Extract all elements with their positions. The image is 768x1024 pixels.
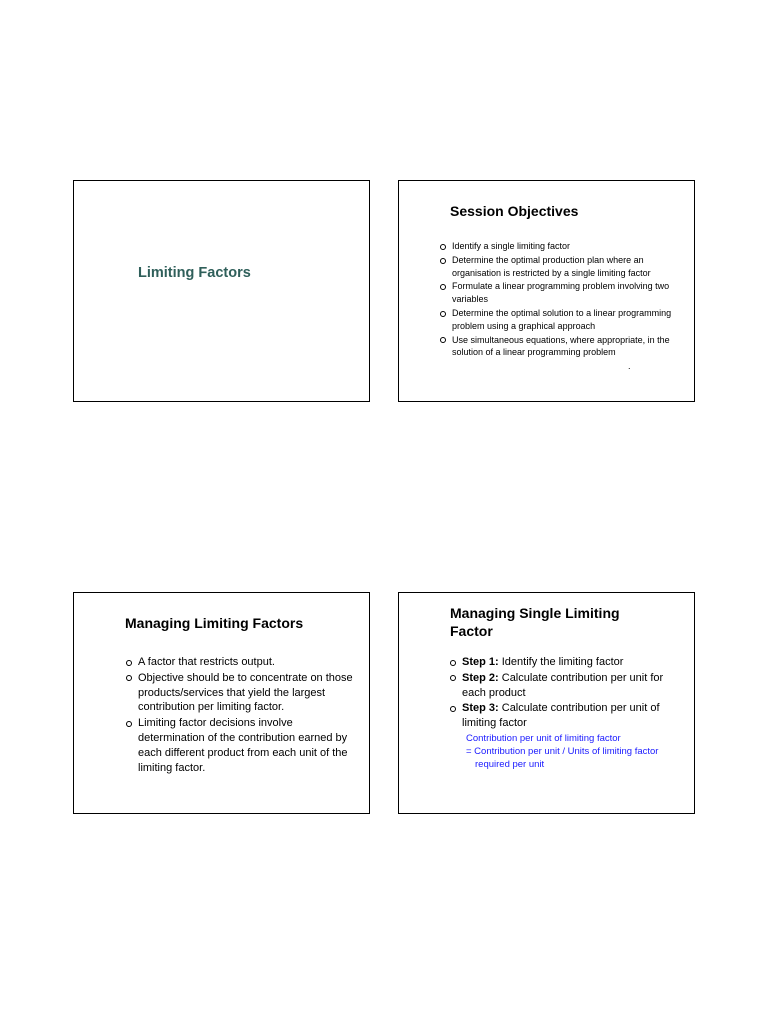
slide-limiting-factors-title [73, 180, 370, 402]
list-item: Identify a single limiting factor [440, 240, 680, 253]
bullet-circle-icon [440, 311, 446, 317]
bullet-circle-icon [450, 706, 456, 712]
bullet-list [126, 655, 356, 776]
bullet-circle-icon [126, 721, 132, 727]
formula-title: Contribution per unit of limiting factor [466, 733, 621, 744]
bullet-circle-icon [450, 660, 456, 666]
step-text: Calculate contribution per unit for each product [462, 671, 664, 699]
bullet-circle-icon [440, 258, 446, 264]
formula-equation-line1: = Contribution per unit / Units of limiting factor [466, 746, 659, 757]
step-label: Step 1: [462, 656, 499, 668]
bullet-circle-icon [440, 284, 446, 290]
formula-equation-line2: required per unit [475, 758, 545, 770]
trailing-period: . [628, 361, 631, 371]
slide-managing-single-limiting-factor [398, 592, 695, 814]
formula-equation [466, 746, 676, 771]
bullet-circle-icon [440, 244, 446, 250]
list-item: Use simultaneous equations, where appropriate, in the solution of a linear programming problem [440, 334, 680, 360]
slide-heading: Managing Limiting Factors [125, 615, 304, 631]
list-item: Determine the optimal production plan where an organisation is restricted by a single limiting factor [440, 254, 680, 280]
bullet-circle-icon [450, 675, 456, 681]
steps-list [450, 655, 680, 732]
list-item: Limiting factor decisions involve determination of the contribution earned by each different product from each unit of the limiting factor. [126, 716, 356, 775]
list-item [450, 671, 680, 701]
slide-title: Limiting Factors [138, 265, 251, 281]
list-item: Objective should be to concentrate on those products/services that yield the largest contribution per limiting factor. [126, 671, 356, 715]
step-label: Step 2: [462, 671, 499, 684]
slide-managing-limiting-factors [73, 592, 370, 814]
list-item [450, 655, 680, 670]
slide-session-objectives [398, 180, 695, 402]
slide-heading: Session Objectives [450, 203, 579, 219]
slide-heading: Managing Single Limiting Factor [450, 605, 620, 639]
list-item: Formulate a linear programming problem involving two variables [440, 280, 680, 306]
objectives-list [440, 240, 680, 360]
bullet-circle-icon [440, 337, 446, 343]
step-text: Calculate contribution per unit of limiting factor [462, 702, 660, 730]
list-item [450, 701, 680, 731]
step-label: Step 3: [462, 702, 499, 715]
bullet-circle-icon [126, 660, 132, 666]
list-item: Determine the optimal solution to a linear programming problem using a graphical approach [440, 307, 680, 333]
list-item: A factor that restricts output. [126, 655, 356, 670]
step-text: Identify the limiting factor [498, 656, 624, 668]
bullet-circle-icon [126, 675, 132, 681]
